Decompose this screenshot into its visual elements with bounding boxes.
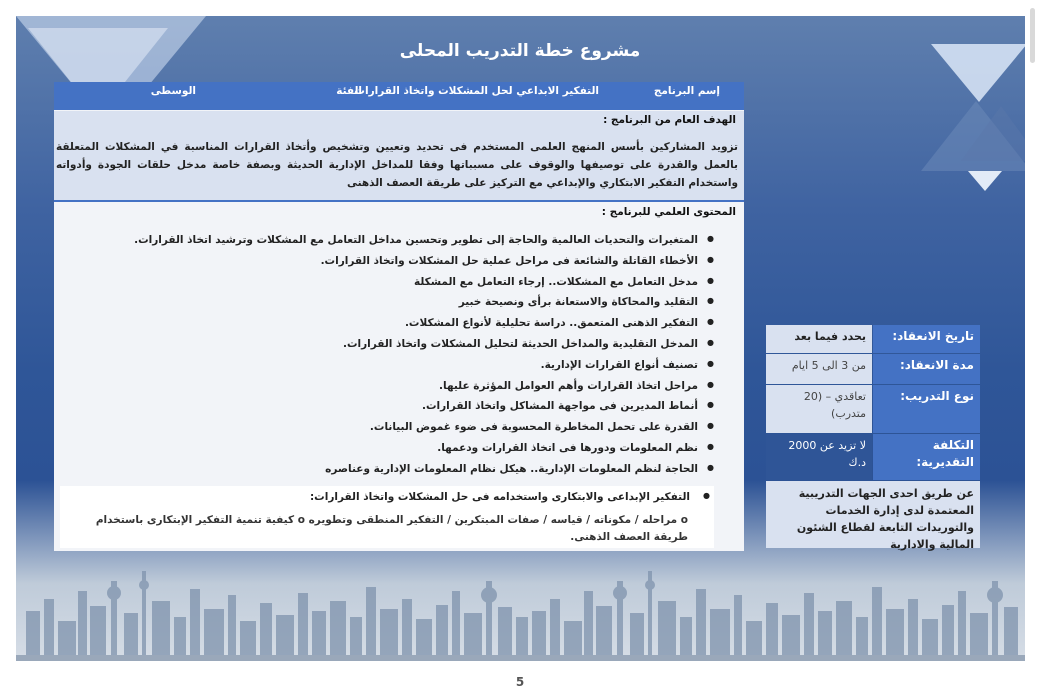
page-title: مشروع خطة التدريب المحلى [399,41,641,61]
list-item: ● القدرة على تحمل المخاطرة المحسوبة فى ضوء غموض البيانات. [134,421,714,442]
cost-value: لا تزيد عن 2000 د.ك [766,434,872,480]
creative-thinking-box [60,486,714,548]
info-row-cost [766,434,980,480]
list-item: ● التفكير الإبداعى والابتكارى واستخدامه فى حل المشكلات واتخاذ القرارات: [310,491,712,503]
list-item: ● تصنيف أنواع القرارات الإدارية. [134,359,714,380]
type-value: تعاقدي – (20 متدرب) [766,385,872,433]
content-list [134,234,714,484]
goal-text: تزويد المشاركين بأسس المنهج العلمى المستخدم فى تحديد وتعيين وتشخيص وأتخاذ القرارات المناسبة في المشكلات المتعلقة بالعمل والقدرة على توصيفها والوقوف على مسبباتها وفقا للمداخل الإدارية الحديثة وبصفة خاصة مدخل حلقات الجودة وأدواته واستخدام التفكير الابتكاري والإبداعي مع التركيز على طريقة العصف الذهنى [56,141,738,189]
list-item: ● التقليد والمحاكاة والاستعانة برأى ونصيحة خبير [134,296,714,317]
vertical-scrollbar[interactable] [1027,0,1043,696]
decorative-triangle [961,106,1025,161]
list-item: ● المدخل التقليدية والمداخل الحديثة لتحليل المشكلات واتخاذ القرارات. [134,338,714,359]
list-item: ● نظم المعلومات ودورها فى اتخاذ القرارات ودعمها. [134,442,714,463]
list-item: ● مدخل التعامل مع المشكلات.. إرجاء التعامل مع المشكلة [134,276,714,297]
duration-label: مدة الانعقاد: [873,354,980,384]
date-label: تاريخ الانعقاد: [873,325,980,353]
info-row-date [766,325,980,353]
list-item: ● المتغيرات والتحديات العالمية والحاجة إلى تطوير وتحسين مداخل التعامل مع المشكلات وترشيد اتخاذ القرارات. [134,234,714,255]
scrollbar-thumb[interactable] [1030,8,1035,63]
provider-note: عن طريق احدى الجهات التدريبية المعتمدة لدى إدارة الخدمات والتوريدات التابعة لقطاع الشئون المالية والادارية [766,481,980,548]
decorative-triangle [931,44,1025,102]
cost-label: التكلفة التقديرية: [873,434,980,480]
program-name-label: إسم البرنامج [653,85,720,97]
list-item: ● التفكير الذهنى المتعمق.. دراسة تحليلية لأنواع المشكلات. [134,317,714,338]
goal-section [54,111,744,202]
duration-value: من 3 الى 5 ايام [766,354,872,384]
page-number: 5 [515,675,525,689]
list-item: ● مراحل اتخاذ القرارات وأهم العوامل المؤثرة عليها. [134,380,714,401]
content-title: المحتوى العلمي للبرنامج : [601,206,736,218]
decorative-triangle [968,171,1002,191]
type-label: نوع التدريب: [873,385,980,433]
info-row-type [766,385,980,433]
category-label: الفئة [336,85,362,97]
list-item: ● الحاجة لنظم المعلومات الإدارية.. هيكل نظام المعلومات الإدارية وعناصره [134,463,714,484]
category-value: الوسطى [150,85,196,97]
list-item-detail: o مراحله / مكوناته / قياسه / صفات المبتكرين / التفكير المنطقى وتطويره o كيفية تنمية التفكير الإبتكارى باستخدام طريقة العصف الذهنى. [95,514,688,543]
list-item: ● الأخطاء القاتلة والشائعة فى مراحل عملية حل المشكلات واتخاذ القرارات. [134,255,714,276]
program-header-bar [54,82,744,110]
city-skyline-image [16,551,1025,661]
program-panel [54,82,744,551]
program-name-value: التفكير الابداعي لحل المشكلات واتخاذ القرارات [354,85,599,97]
info-row-duration [766,354,980,384]
date-value: يحدد فيما بعد [766,325,872,353]
list-item: ● أنماط المديرين فى مواجهة المشاكل واتخاذ القرارات. [134,400,714,421]
goal-title: الهدف العام من البرنامج : [603,114,736,126]
